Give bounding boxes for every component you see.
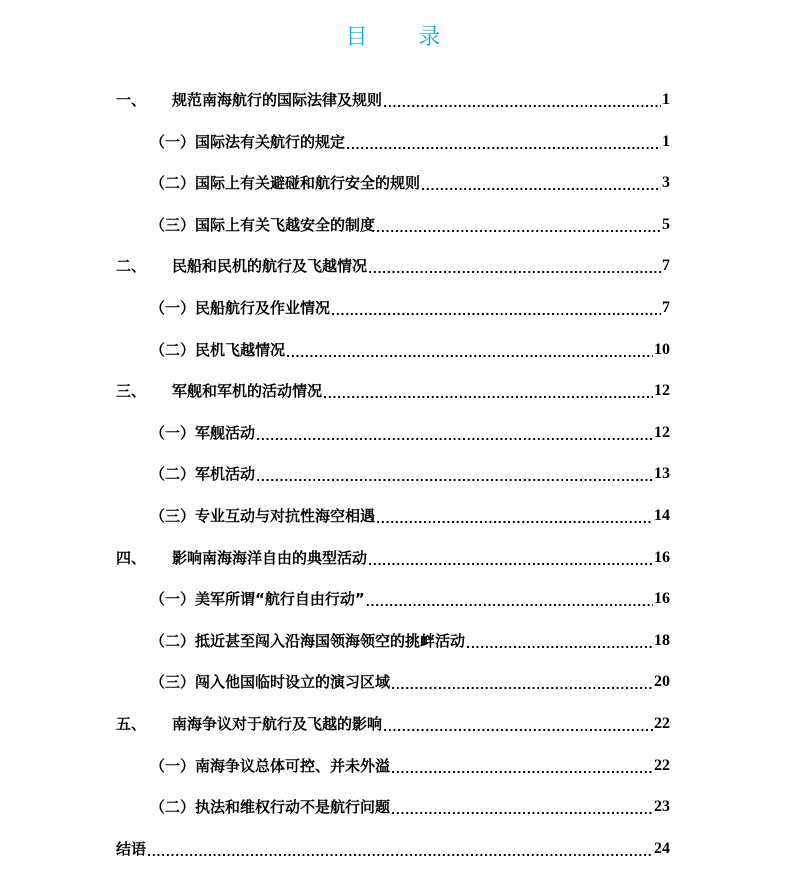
toc-entry-label: 军机活动: [195, 465, 256, 483]
toc-entry[interactable]: [150, 796, 670, 818]
toc-page-number: 16: [654, 549, 670, 566]
toc-page-number: 20: [654, 673, 670, 690]
toc-dot-leader: [366, 588, 653, 610]
toc-entry-label: 影响南海海洋自由的典型活动: [172, 549, 368, 567]
toc-dot-leader: [391, 671, 653, 693]
toc-entry-number: （二）: [150, 632, 196, 650]
toc-entry-label: 国际法有关航行的规定: [195, 133, 346, 151]
toc-entry[interactable]: [150, 172, 670, 194]
toc-entry[interactable]: [116, 713, 670, 735]
toc-page-number: 1: [662, 133, 670, 150]
toc-page-number: 12: [654, 424, 670, 441]
toc-dot-leader: [383, 713, 653, 735]
toc-entry-number: 二、: [116, 257, 147, 275]
toc-entry-number: 一、: [116, 91, 147, 109]
toc-page-number: 7: [662, 257, 670, 274]
toc-entry[interactable]: [150, 214, 670, 236]
toc-entry-label: 国际上有关飞越安全的制度: [195, 216, 376, 234]
toc-entry-number: （二）: [150, 174, 196, 192]
toc-entry-label: 民船和民机的航行及飞越情况: [172, 257, 368, 275]
toc-entry[interactable]: [116, 547, 670, 569]
toc-entry-label: 结语: [116, 840, 147, 858]
toc-entry-number: （二）: [150, 341, 196, 359]
toc-entry[interactable]: [116, 838, 670, 860]
toc-entry-label: 国际上有关避碰和航行安全的规则: [195, 174, 421, 192]
page-title: 目 录: [345, 25, 463, 50]
toc-entry[interactable]: [116, 89, 670, 111]
toc-dot-leader: [376, 214, 661, 236]
toc-dot-leader: [376, 505, 653, 527]
toc-entry[interactable]: [150, 755, 670, 777]
toc-dot-leader: [391, 796, 653, 818]
toc-dot-leader: [383, 89, 661, 111]
toc-dot-leader: [323, 380, 653, 402]
toc-dot-leader: [421, 172, 661, 194]
toc-dot-leader: [346, 131, 661, 153]
toc-entry-number: （一）: [150, 424, 196, 442]
toc-entry-number: （二）: [150, 798, 196, 816]
toc-page-number: 23: [654, 798, 670, 815]
toc-page-number: 3: [662, 174, 670, 191]
toc-entry-number: （一）: [150, 299, 196, 317]
toc-dot-leader: [286, 339, 653, 361]
toc-page-number: 22: [654, 757, 670, 774]
toc-entry-number: （三）: [150, 673, 196, 691]
toc-page-number: 10: [654, 341, 670, 358]
toc-entry-label: 执法和维权行动不是航行问题: [195, 798, 391, 816]
toc-entry-number: （一）: [150, 133, 196, 151]
toc-entry-number: （三）: [150, 507, 196, 525]
toc-dot-leader: [391, 755, 653, 777]
toc-entry-label: 民机飞越情况: [195, 341, 286, 359]
toc-entry[interactable]: [116, 255, 670, 277]
toc-entry[interactable]: [150, 671, 670, 693]
toc-page-number: 24: [654, 840, 670, 857]
toc-entry[interactable]: [150, 131, 670, 153]
toc-entry-number: （一）: [150, 757, 196, 775]
toc-entry-label: 美军所谓“航行自由行动”: [195, 590, 365, 608]
toc-page-number: 18: [654, 632, 670, 649]
toc-entry[interactable]: [150, 463, 670, 485]
toc-entry[interactable]: [150, 630, 670, 652]
toc-dot-leader: [256, 463, 653, 485]
toc-entry[interactable]: [150, 297, 670, 319]
toc-entry[interactable]: [116, 380, 670, 402]
toc-dot-leader: [147, 838, 653, 860]
toc-entry-label: 抵近甚至闯入沿海国领海领空的挑衅活动: [195, 632, 466, 650]
toc-entry[interactable]: [150, 505, 670, 527]
toc-page-number: 14: [654, 507, 670, 524]
toc-page-number: 22: [654, 715, 670, 732]
toc-entry-label: 规范南海航行的国际法律及规则: [172, 91, 383, 109]
toc-dot-leader: [466, 630, 653, 652]
toc-entry-number: （三）: [150, 216, 196, 234]
toc-page-number: 16: [654, 590, 670, 607]
toc-entry-label: 民船航行及作业情况: [195, 299, 331, 317]
toc-entry-number: 四、: [116, 549, 147, 567]
toc-page-number: 1: [662, 91, 670, 108]
toc-entry-label: 军舰和军机的活动情况: [172, 382, 323, 400]
toc-entry-label: 专业互动与对抗性海空相遇: [195, 507, 376, 525]
toc-dot-leader: [368, 547, 653, 569]
toc-dot-leader: [331, 297, 661, 319]
toc-entry[interactable]: [150, 422, 670, 444]
toc-page-number: 5: [662, 216, 670, 233]
toc-entry-number: 五、: [116, 715, 147, 733]
toc-dot-leader: [368, 255, 661, 277]
toc-entry-label: 闯入他国临时设立的演习区域: [195, 673, 391, 691]
toc-entry-label: 南海争议对于航行及飞越的影响: [172, 715, 383, 733]
toc-entry-number: 三、: [116, 382, 147, 400]
toc-entry-number: （二）: [150, 465, 196, 483]
toc-page-number: 12: [654, 382, 670, 399]
toc-entry-number: （一）: [150, 590, 196, 608]
toc-entry[interactable]: [150, 339, 670, 361]
toc-dot-leader: [256, 422, 653, 444]
toc-page-number: 13: [654, 465, 670, 482]
toc-entry-label: 军舰活动: [195, 424, 256, 442]
toc-page-number: 7: [662, 299, 670, 316]
toc-entry-label: 南海争议总体可控、并未外溢: [195, 757, 391, 775]
toc-entry[interactable]: [150, 588, 670, 610]
